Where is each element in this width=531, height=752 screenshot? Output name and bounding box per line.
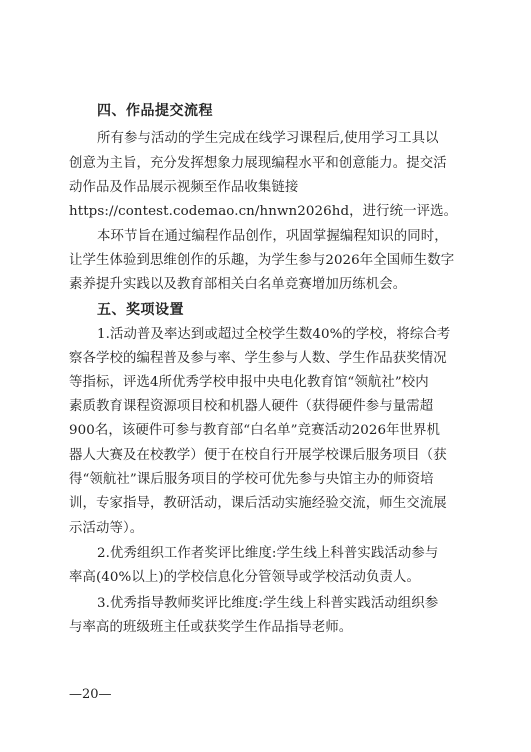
submission-link: https://contest.codemao.cn/hnwn2026hd，进行统一评选。 xyxy=(69,204,458,219)
paragraph-line: 等指标，评选4所优秀学校申报中央电化教育馆“领航社”校内 xyxy=(69,375,429,390)
paragraph-line: 2.优秀组织工作者奖评比维度:学生线上科普实践活动参与 xyxy=(97,546,439,561)
page-number: —20— xyxy=(69,687,112,702)
paragraph-line: 素养提升实践以及教育部相关白名单竞赛增加历练机会。 xyxy=(69,277,407,292)
paragraph-line: 素质教育课程资源项目校和机器人硬件（获得硬件参与量需超 xyxy=(69,399,434,414)
paragraph-line: 创意为主旨，充分发挥想象力展现编程水平和创意能力。提交活 xyxy=(69,156,447,171)
paragraph-line: 率高(40%以上)的学校信息化分管领导或学校活动负责人。 xyxy=(69,570,420,585)
section-5-heading: 五、奖项设置 xyxy=(97,302,184,318)
paragraph-line: 示活动等）。 xyxy=(69,521,144,536)
paragraph-line: 1.活动普及率达到或超过全校学生数40%的学校，将综合考 xyxy=(97,327,451,342)
paragraph-line: 与率高的班级班主任或获奖学生作品指导老师。 xyxy=(69,620,353,635)
paragraph-line: 器人大赛及在校教学）便于在校自行开展学校课后服务项目（获 xyxy=(69,448,447,463)
paragraph-line: 得“领航社”课后服务项目的学校可优先参与央馆主办的师资培 xyxy=(69,472,434,487)
paragraph-line: 训，专家指导，教研活动，课后活动实施经验交流，师生交流展 xyxy=(69,496,447,511)
paragraph-line: 察各学校的编程普及参与率、学生参与人数、学生作品获奖情况 xyxy=(69,351,447,366)
paragraph-line: 本环节旨在通过编程作品创作，巩固掌握编程知识的同时， xyxy=(97,229,448,244)
paragraph-line: 动作品及作品展示视频至作品收集链接 xyxy=(69,180,299,195)
section-4-heading: 四、作品提交流程 xyxy=(97,103,213,119)
paragraph-line: 所有参与活动的学生完成在线学习课程后,使用学习工具以 xyxy=(97,131,439,146)
paragraph-line: 让学生体验到思维创作的乐趣，为学生参与2026年全国师生数字 xyxy=(69,253,455,268)
paragraph-line: 3.优秀指导教师奖评比维度:学生线上科普实践活动组织参 xyxy=(97,596,439,611)
paragraph-line: 900名，该硬件可参与教育部“白名单”竞赛活动2026年世界机 xyxy=(69,423,441,438)
